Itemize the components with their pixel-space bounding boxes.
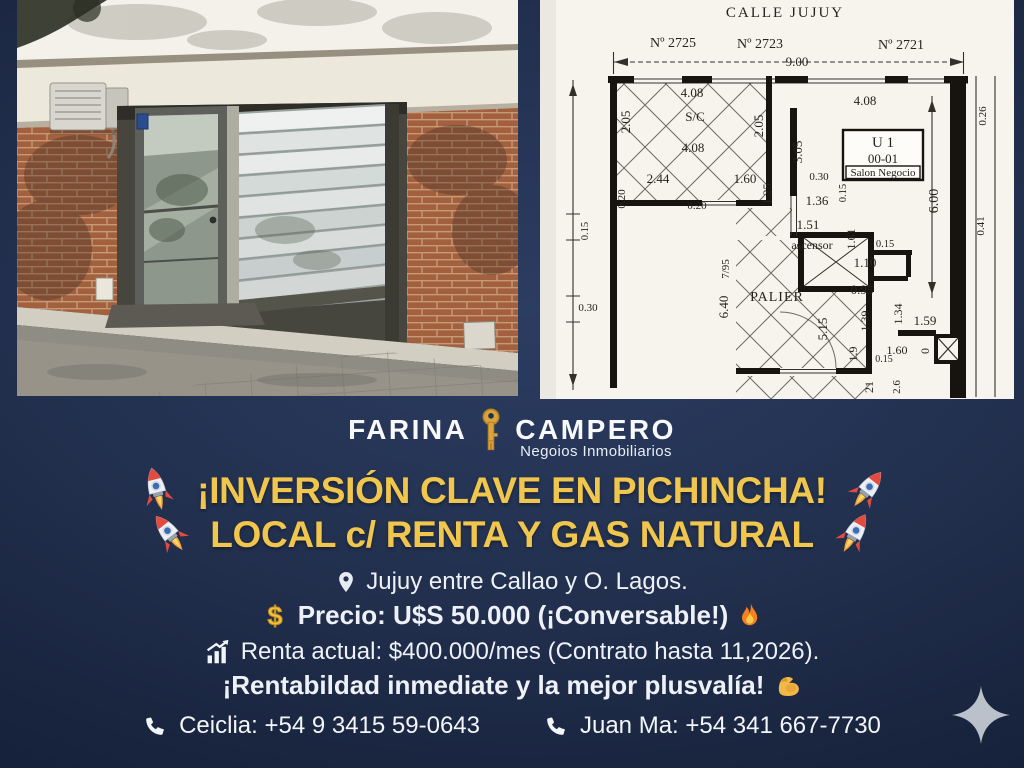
plan-dimension-label: 1.61	[844, 228, 858, 250]
plan-dimension-label: 4.08	[681, 140, 705, 155]
plan-dimension-label: 6.40	[716, 295, 731, 319]
door-handle	[210, 217, 217, 224]
plan-dimension-label: 6.00	[927, 188, 942, 214]
plan-dimension-label: 0.20	[616, 189, 628, 209]
headline-text-2: LOCAL c/ RENTA Y GAS NATURAL	[210, 513, 814, 555]
plan-dimension-label: 2.05	[751, 114, 766, 138]
rent-text: Renta actual: $400.000/mes (Contrato hasta 11,2026).	[240, 638, 820, 665]
plan-dimension-label: 2.6	[891, 380, 903, 394]
plan-dimension-label: 0.15	[875, 354, 893, 365]
plan-dimension-label: Salon Negocio	[850, 167, 916, 179]
rocket-icon	[821, 501, 887, 567]
plan-dimension-label: 1.36	[805, 193, 829, 208]
plan-dimension-label: 1.25	[760, 183, 774, 205]
fire-icon	[738, 602, 762, 630]
headline-text-1: ¡INVERSIÓN CLAVE EN PICHINCHA!	[197, 469, 827, 511]
muscle-icon	[774, 672, 801, 699]
price-text: Precio: U$S 50.000 (¡Conversable!)	[297, 600, 729, 630]
door-window-mullion	[227, 106, 239, 318]
plan-dimension-label: 21	[862, 381, 876, 393]
price-line	[0, 600, 1024, 631]
plan-dimension-label: Nº 2723	[737, 37, 783, 52]
door-number-plaque	[137, 114, 148, 129]
contact-1-label: Ceiclia: +54 9 3415 59-0643	[179, 712, 480, 739]
plan-dimension-label: 0.26	[977, 106, 989, 126]
chart-up-icon	[205, 639, 231, 665]
location-text: Jujuy entre Callao y O. Lagos.	[366, 568, 688, 595]
plan-dimension-label: 0.15	[580, 221, 591, 241]
headline-line-2	[0, 510, 1024, 558]
plan-dimension-label: ascensor	[791, 238, 833, 252]
sparkle-icon	[952, 686, 1010, 744]
storefront-photo-art	[17, 0, 518, 396]
rent-line	[0, 638, 1024, 666]
plan-dimension-label: 5.15	[815, 317, 830, 341]
plan-dimension-label: 1.59	[913, 313, 937, 328]
plan-dimension-label: 1.60	[733, 171, 757, 186]
plan-dimension-label: 0.41	[975, 216, 987, 236]
contact-2-label: Juan Ma: +54 341 667-7730	[579, 712, 881, 739]
plan-dimension-label: Nº 2725	[650, 36, 696, 51]
profit-line	[0, 670, 1024, 701]
location-pin-icon	[336, 569, 356, 595]
door-step	[105, 303, 265, 328]
plan-dimension-label: 0	[918, 348, 932, 354]
plan-dimension-label: U 1	[871, 135, 895, 151]
plan-dimension-label: 0.15	[875, 239, 895, 250]
floor-plan	[540, 0, 1014, 399]
contacts-row	[0, 712, 1024, 740]
profit-text: ¡Rentabildad inmediate y la mejor plusvalía!	[222, 670, 765, 700]
plan-dimension-label: 2.44	[646, 171, 670, 186]
plan-dimension-label: 1.60	[886, 343, 908, 357]
plan-dimension-label: 0.20	[687, 200, 707, 212]
floor-plan-art	[540, 0, 1014, 399]
svg-text:$: $	[267, 601, 283, 630]
money-icon	[262, 602, 288, 630]
location-line	[0, 568, 1024, 596]
brand-tagline: Negoios Inmobiliarios	[520, 443, 672, 460]
doorbell-box	[96, 278, 113, 300]
plan-dimension-label: 1.39	[858, 310, 872, 332]
brand-tagline-row	[0, 443, 1024, 460]
window-right-jamb	[385, 104, 399, 345]
plan-dimension-label: S/C	[685, 109, 705, 124]
plan-dimension-label: 3.05	[790, 140, 805, 164]
headline-line-1	[0, 466, 1024, 514]
phone-icon	[544, 714, 568, 738]
phone-icon	[143, 714, 167, 738]
plan-dimension-label: 00-01	[867, 151, 899, 166]
brand-name-left: FARINA	[348, 414, 468, 445]
plan-dimension-label: 4.08	[680, 85, 704, 100]
plan-dimension-label: Nº 2721	[878, 38, 924, 53]
plan-dimension-label: 9.00	[785, 54, 809, 69]
plan-dimension-label: 2.05	[618, 110, 633, 134]
plan-dimension-label: 4.08	[853, 93, 877, 108]
plan-dimension-label: PALIER	[750, 290, 804, 305]
plan-dimension-label: 1.9	[846, 346, 860, 362]
rocket-icon	[137, 500, 204, 567]
brand-name-right: CAMPERO	[515, 414, 676, 445]
plan-dimension-label: 0.30	[578, 302, 598, 314]
plan-dimension-label: 1.51	[796, 217, 820, 232]
entrance-door	[135, 106, 227, 318]
plan-dimension-label: 0.30	[809, 171, 829, 183]
plan-dimension-label: 0.95	[850, 282, 874, 297]
plan-dimension-label: 1.34	[891, 303, 905, 325]
storefront-photo	[17, 0, 518, 396]
plan-dimension-label: 1.10	[853, 255, 877, 270]
plan-dimension-label: CALLE JUJUY	[725, 5, 845, 21]
plan-dimension-label: 7/95	[720, 259, 732, 279]
vent-box	[464, 321, 496, 349]
plan-dimension-label: 0.15	[838, 183, 849, 203]
window-blinds	[239, 104, 385, 314]
contact-1	[143, 712, 480, 740]
contact-2	[544, 712, 881, 740]
